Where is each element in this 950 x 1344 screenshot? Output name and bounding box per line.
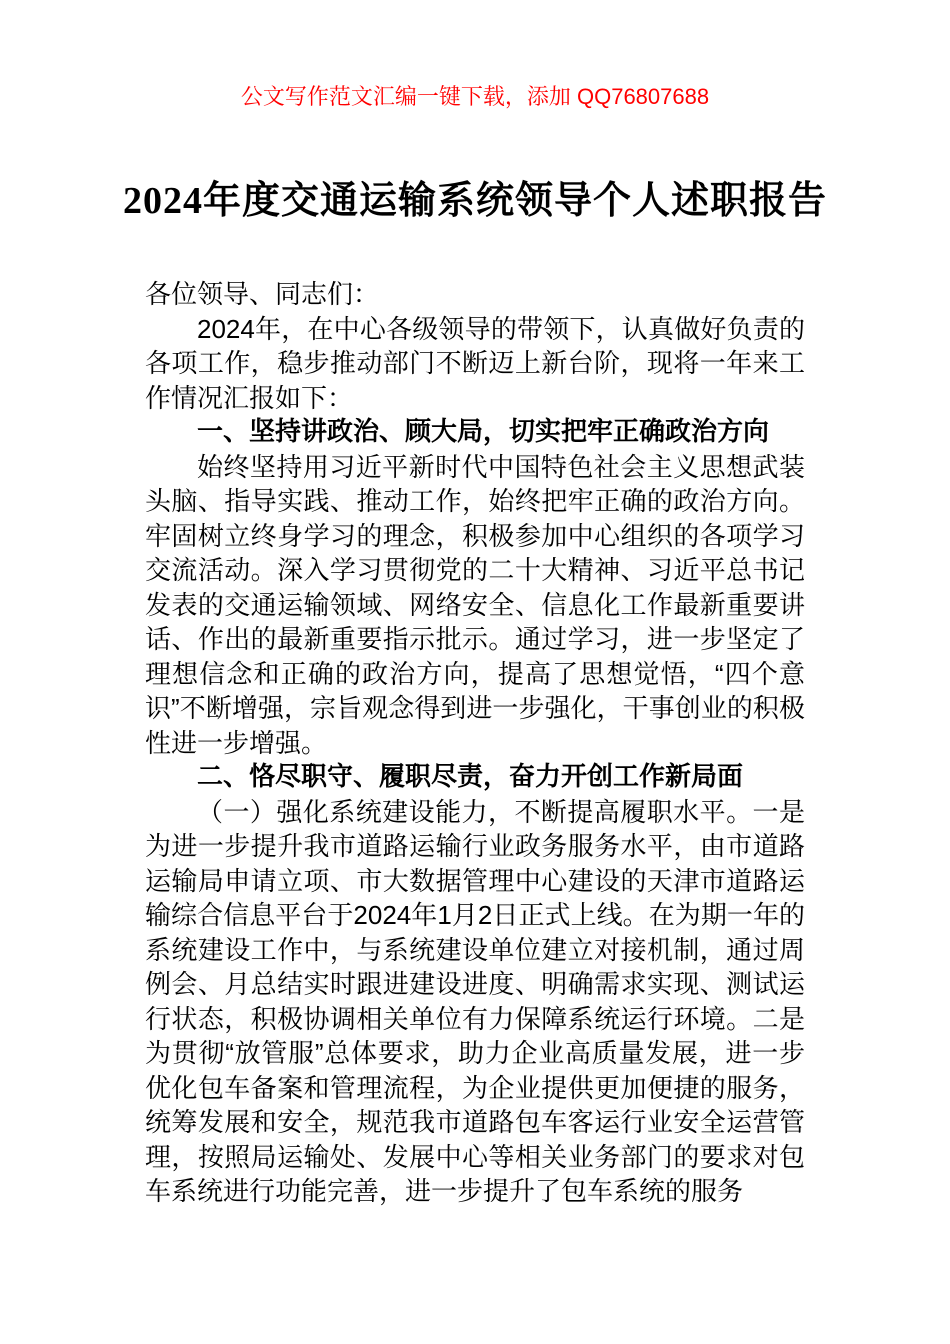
download-notice: 公文写作范文汇编一键下载，添加 QQ76807688 [240,84,710,109]
paragraph-intro: 2024年，在中心各级领导的带领下，认真做好负责的各项工作，稳步推动部门不断迈上新台阶，现将一年来工作情况汇报如下： [145,313,805,413]
document-title: 2024年度交通运输系统领导个人述职报告 [122,180,827,222]
section-heading-2: 二、恪尽职守、履职尽责，奋力开创工作新局面 [197,762,744,791]
section-heading-1: 一、坚持讲政治、顾大局，切实把牢正确政治方向 [197,417,770,446]
paragraph-section-2: （一）强化系统建设能力，不断提高履职水平。一是为进一步提升我市道路运输行业政务服务水平，由市道路运输局申请立项、市大数据管理中心建设的天津市道路运输综合信息平台于2024年1月2日正式上线。在为期一年的系统建设工作中，与系统建设单位建立对接机制，通过周例会、月总结实时跟进建设进度、明确需求实现、测试运行状态，积极协调相关单位有力保障系统运行环境。二是为贯彻“放管服”总体要求，助力企业高质量发展，进一步优化包车备案和管理流程，为企业提供更加便捷的服务，统筹发展和安全，规范我市道路包车客运行业安全运营管理，按照局运输处、发展中心等相关业务部门的要求对包车系统进行功能完善，进一步提升了包车系统的服务 [145,796,805,1206]
paragraph-section-1: 始终坚持用习近平新时代中国特色社会主义思想武装头脑、指导实践、推动工作，始终把牢正确的政治方向。牢固树立终身学习的理念，积极参加中心组织的各项学习交流活动。深入学习贯彻党的二十大精神、习近平总书记发表的交通运输领域、网络安全、信息化工作最新重要讲话、作出的最新重要指示批示。通过学习，进一步坚定了理想信念和正确的政治方向，提高了思想觉悟，“四个意识”不断增强，宗旨观念得到进一步强化，干事创业的积极性进一步增强。 [145,451,805,758]
paragraph-salutation: 各位领导、同志们： [145,279,380,309]
document-body [145,277,805,1209]
